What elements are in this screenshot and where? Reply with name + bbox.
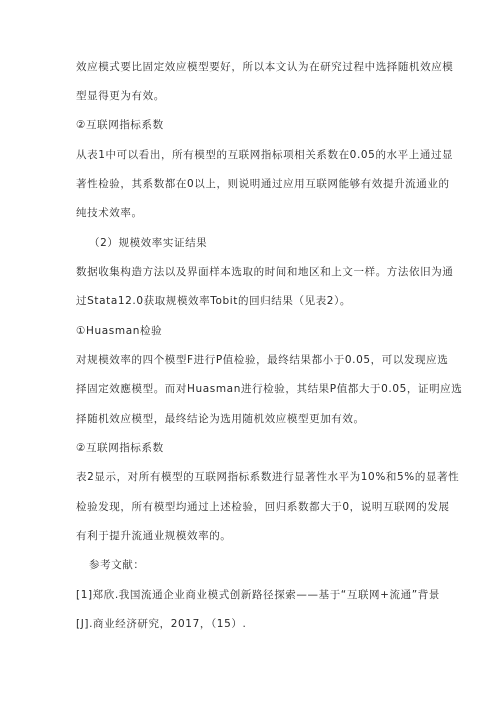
body-text-line: 数据收集构造方法以及界面样本选取的时间和地区和上文一样。方法依旧为通 — [76, 266, 454, 278]
body-text-line: 检验发现，所有模型均通过上述检验，回归系数都大于0，说明互联网的发展 — [76, 501, 450, 513]
body-text-line: 从表1中可以看出，所有模型的互联网指标项相关系数在0.05的水平上通过显 — [76, 149, 454, 161]
subheading-internet-coefficient: ②互联网指标系数 — [76, 119, 164, 131]
body-text-line: 有利于提升流通业规模效率的。 — [76, 530, 232, 542]
body-text-line: 表2显示，对所有模型的互联网指标系数进行显著性水平为10%和5%的显著性 — [76, 471, 460, 483]
section-heading-scale-efficiency: （2）规模效率实证结果 — [89, 237, 208, 249]
body-text-line: 过Stata12.0获取规模效率Tobit的回归结果（见表2）。 — [76, 295, 352, 307]
reference-item: [1]郑欣.我国流通企业商业模式创新路径探索——基于“互联网+流通”背景 — [76, 589, 440, 601]
subheading-internet-coefficient-2: ②互联网指标系数 — [76, 442, 164, 454]
body-text-line: 型显得更为有效。 — [76, 90, 165, 102]
reference-item-continued: [J].商业经济研究，2017，（15）. — [76, 618, 247, 630]
body-text-line: 效应模式要比固定效应模型要好，所以本文认为在研究过程中选择随机效应模 — [76, 61, 454, 73]
references-heading: 参考文献： — [89, 559, 145, 571]
body-text-line: 著性检验，其系数都在0以上，则说明通过应用互联网能够有效提升流通业的 — [76, 178, 450, 190]
subheading-huasman-test: ①Huasman检验 — [76, 325, 163, 337]
body-text-line: 择随机效应模型，最终结论为选用随机效应模型更加有效。 — [76, 413, 365, 425]
body-text-line: 纯技术效率。 — [76, 207, 143, 219]
body-text-line: 对规模效率的四个模型F进行P值检验，最终结果都小于0.05，可以发现应选 — [76, 354, 449, 366]
body-text-line: 择固定效應模型。而对Huasman进行检验，其结果P值都大于0.05，证明应选 — [76, 383, 463, 395]
